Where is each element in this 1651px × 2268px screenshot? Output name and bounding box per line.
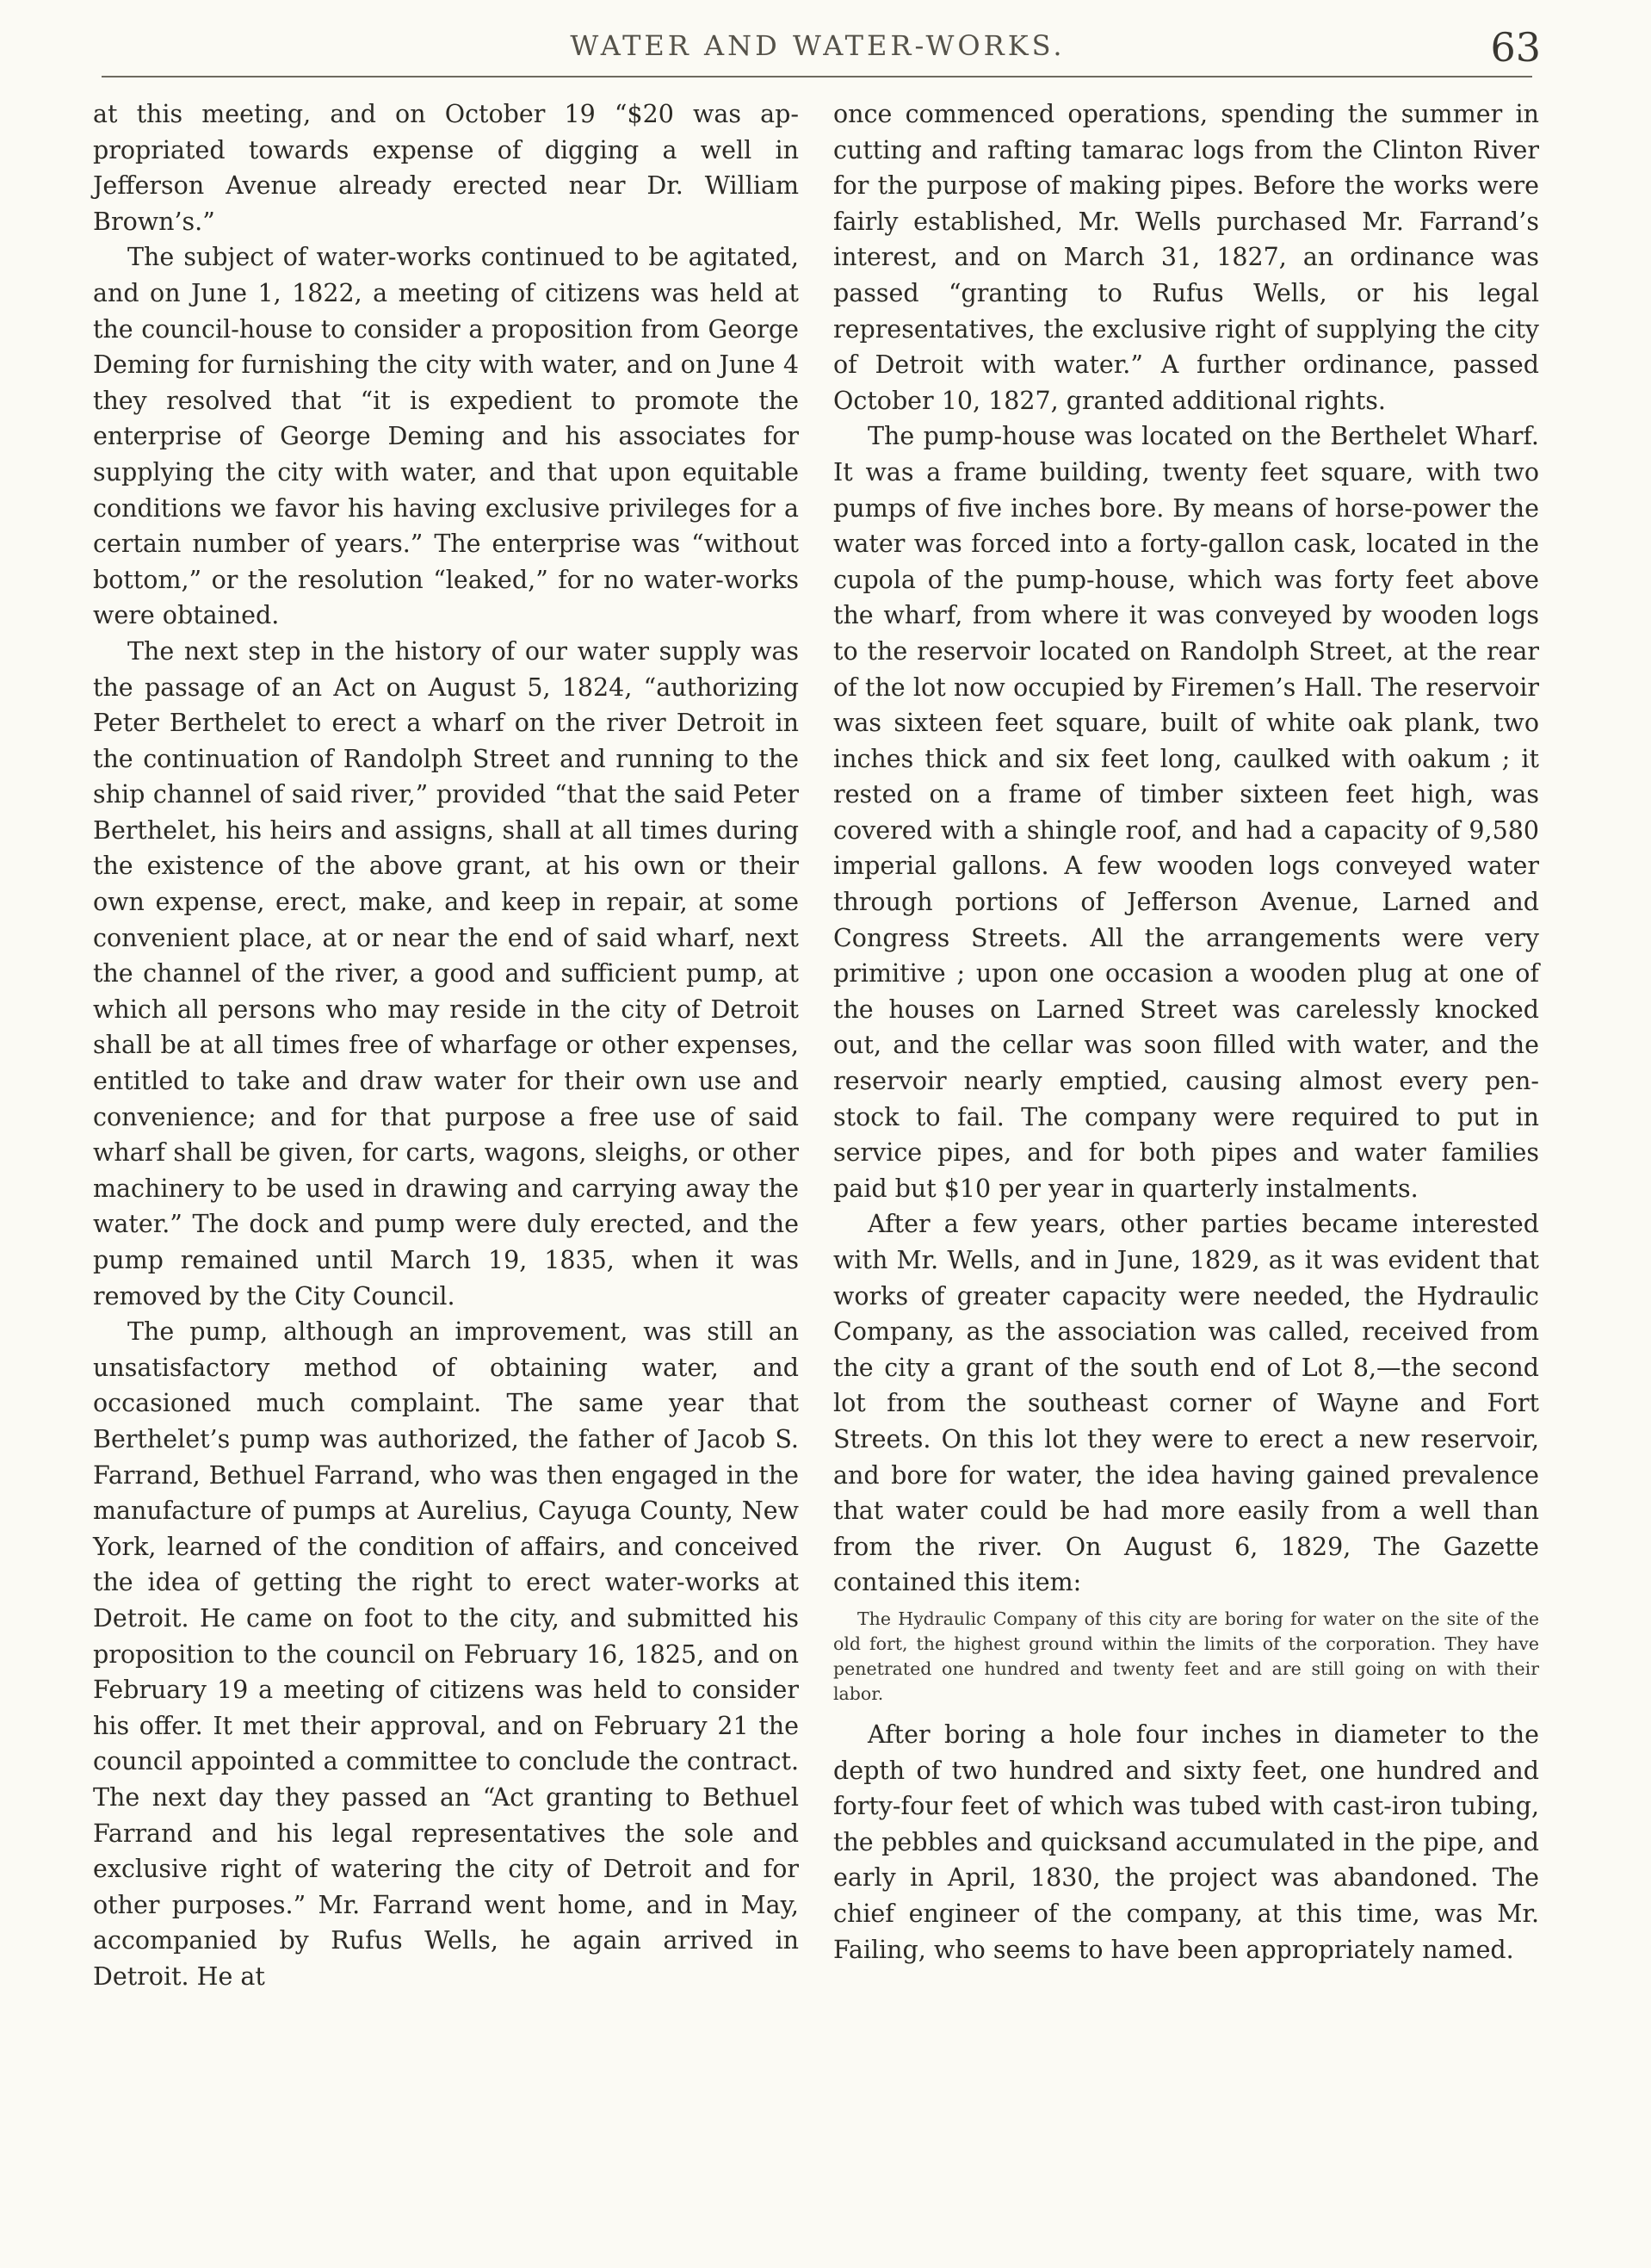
page-number: 63 [1490,24,1541,71]
block-quote: The Hydraulic Company of this city are boring for water on the site of the old fort, the highest ground within the limits of the corporation. They have penetrated one hundred and twenty feet and are still going on with their labor. [833,1608,1539,1704]
paragraph: The next step in the history of our water supply was the passage of an Act on August 5, 1824, “authorizing Peter Berthelet to erect a wharf on the river Detroit in the continuation of Randolph Street and running to the ship channel of said river,” provided “that the said Peter Berthelet, his heirs and assigns, shall at all times during the existence of the above grant, at his own or their own expense, erect, make, and keep in repair, at some convenient place, at or near the end of said wharf, next the channel of the river, a good and sufficient pump, at which all persons who may reside in the city of Detroit shall be at all times free of wharfage or other expenses, entitled to take and draw water for their own use and convenience; and for that purpose a free use of said wharf shall be given, for carts, wagons, sleighs, or other machinery to be used in drawing and carrying away the water.” The dock and pump were duly erected, and the pump remained until March 19, 1835, when it was removed by the City Council. [93,636,799,1311]
page-header [95,24,1541,76]
paragraph: After a few years, other parties became interested with Mr. Wells, and in June, 1829, as it was evident that works of greater capacity were needed, the Hydraulic Company, as the association was called, received from the city a grant of the south end of Lot 8,—the second lot from the southeast corner of Wayne and Fort Streets. On this lot they were to erect a new reservoir, and bore for water, the idea having gained prevalence that water could be had more easily from a well than from the river. On August 6, 1829, The Gazette contained this item: [833,1210,1539,1597]
right-column [833,96,1539,1967]
header-rule [102,76,1532,77]
left-column [93,96,799,1994]
paragraph: The pump, although an improvement, was still an unsatisfactory method of obtaining water, and occasioned much complaint. The same year that Berthelet’s pump was authorized, the father of Jacob S. Farrand, Bethuel Farrand, who was then engaged in the manufacture of pumps at Aurelius, Cayuga County, New York, learned of the condition of affairs, and conceived the idea of getting the right to erect water-works at Detroit. He came on foot to the city, and submitted his proposition to the council on February 16, 1825, and on February 19 a meeting of citizens was held to consider his offer. It met their approval, and on February 21 the council appointed a committee to conclude the contract. The next day they passed an “Act granting to Bethuel Farrand and his legal representatives the sole and exclusive right of watering the city of Detroit and for other purposes.” Mr. Farrand went home, and in May, accompanied by Rufus Wells, he again arrived in Detroit. He at [93,1317,799,1991]
paragraph: After boring a hole four inches in diameter to the depth of two hundred and sixty feet, one hundred and forty-four feet of which was tubed with cast-iron tubing, the pebbles and quicksand accumulated in the pipe, and early in April, 1830, the project was abandoned. The chief engineer of the company, at this time, was Mr. Failing, who seems to have been appropriately named. [833,1720,1539,1964]
paragraph: The subject of water-works continued to be agitated, and on June 1, 1822, a meeting of citizens was held at the council-house to consider a proposition from George Deming for furnishing the city with water, and on June 4 they resolved that “it is expedient to promote the enterprise of George Deming and his associates for supplying the city with water, and that upon equitable conditions we favor his having exclusive privileges for a certain number of years.” The enterprise was “without bottom,” or the resolution “leaked,” for no water-works were obtained. [93,243,799,630]
paragraph: The pump-house was located on the Berthelet Wharf. It was a frame building, twenty feet square, with two pumps of five inches bore. By means of horse-power the water was forced into a forty-gallon cask, located in the cupola of the pump-house, which was forty feet above the wharf, from where it was conveyed by wooden logs to the reservoir located on Randolph Street, at the rear of the lot now occupied by Firemen’s Hall. The reservoir was sixteen feet square, built of white oak plank, two inches thick and six feet long, caulked with oakum ; it rested on a frame of timber sixteen feet high, was covered with a shingle roof, and had a capacity of 9,580 imperial gallons. A few wooden logs conveyed water through portions of Jefferson Avenue, Larned and Congress Streets. All the arrangements were very primitive ; upon one occasion a wooden plug at one of the houses on Larned Street was carelessly knocked out, and the cellar was soon filled with water, and the reservoir nearly emptied, causing almost every pen-stock to fail. The company were required to put in service pipes, and for both pipes and water families paid but $10 per year in quarterly instalments. [833,422,1539,1203]
running-head: WATER AND WATER-WORKS. [570,29,1066,62]
paragraph: at this meeting, and on October 19 “$20 was appropriated towards expense of digging a well in Jefferson Avenue already erected near Dr. William Brown’s.” [93,100,799,236]
paragraph: once commenced operations, spending the summer in cutting and rafting tamarac logs from the Clinton River for the purpose of making pipes. Before the works were fairly established, Mr. Wells purchased Mr. Farrand’s interest, and on March 31, 1827, an ordinance was passed “granting to Rufus Wells, or his legal representatives, the exclusive right of supplying the city of Detroit with water.” A further ordinance, passed October 10, 1827, granted additional rights. [833,100,1539,415]
